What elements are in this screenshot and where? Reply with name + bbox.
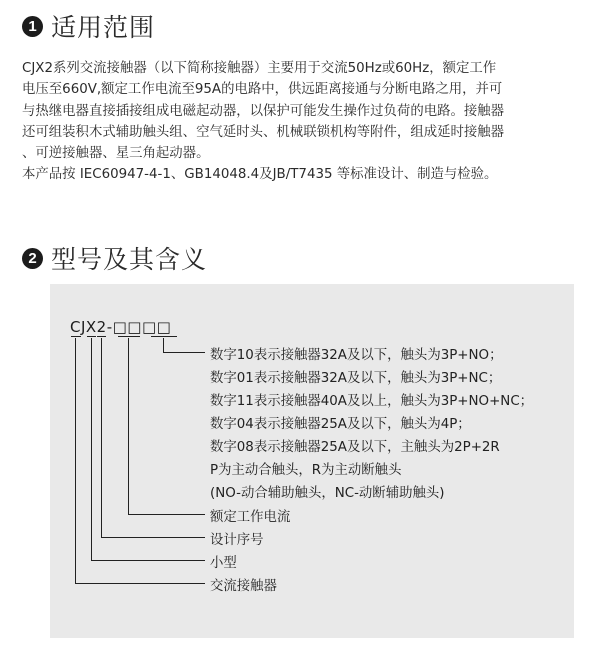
paragraph-line: 本产品按 IEC60947-4-1、GB14048.4及JB/T7435 等标准设计、制造与检验。 (22, 167, 498, 183)
contact-desc-10: 数字10表示接触器32A及以下，触头为3P+NO； (210, 348, 503, 363)
paragraph-line: 与热继电器直接插接组成电磁起动器，以保护可能发生操作过负荷的电路。接触器 (22, 103, 505, 119)
contact-desc-08: 数字08表示接触器25A及以下，主触头为2P+2R (210, 440, 500, 455)
leader-line-contact-code (164, 338, 206, 353)
contact-note-pr: P为主动合触头，R为主动断触头 (210, 463, 402, 478)
ac-contactor-label: 交流接触器 (210, 579, 277, 594)
leader-line-ac-contactor (76, 338, 206, 584)
leader-line-design-serial (102, 338, 206, 538)
leader-line-rated-current (129, 338, 206, 515)
section-title: 型号及其含义 (51, 245, 208, 274)
contact-desc-11: 数字11表示接触器40A及以上，触头为3P+NO+NC； (210, 394, 534, 409)
paragraph-line: 还可组装积木式辅助触头组、空气延时头、机械联锁机构等附件，组成延时接触器 (22, 124, 505, 140)
model-code: CJX2-□□□□ (70, 318, 172, 336)
small-type-label: 小型 (210, 556, 237, 571)
section-number-badge: 2 (22, 248, 43, 269)
paragraph-line: 电压至660V,额定工作电流至95A的电路中，供远距离接通与分断电路之用，并可 (22, 82, 503, 98)
contact-desc-01: 数字01表示接触器32A及以下，触头为3P+NC； (210, 371, 502, 386)
contact-note-no-nc: (NO-动合辅助触头，NC-动断辅助触头) (210, 486, 445, 501)
leader-line-small (92, 338, 206, 561)
rated-current-label: 额定工作电流 (210, 510, 291, 525)
paragraph-line: CJX2系列交流接触器（以下简称接触器）主要用于交流50Hz或60Hz，额定工作 (22, 61, 497, 76)
section-number-badge: 1 (22, 16, 43, 37)
contact-desc-04: 数字04表示接触器25A及以下，触头为4P； (210, 417, 471, 432)
section-title: 适用范围 (51, 13, 156, 42)
design-serial-label: 设计序号 (210, 533, 264, 548)
paragraph-line: 、可逆接触器、星三角起动器。 (22, 146, 210, 162)
